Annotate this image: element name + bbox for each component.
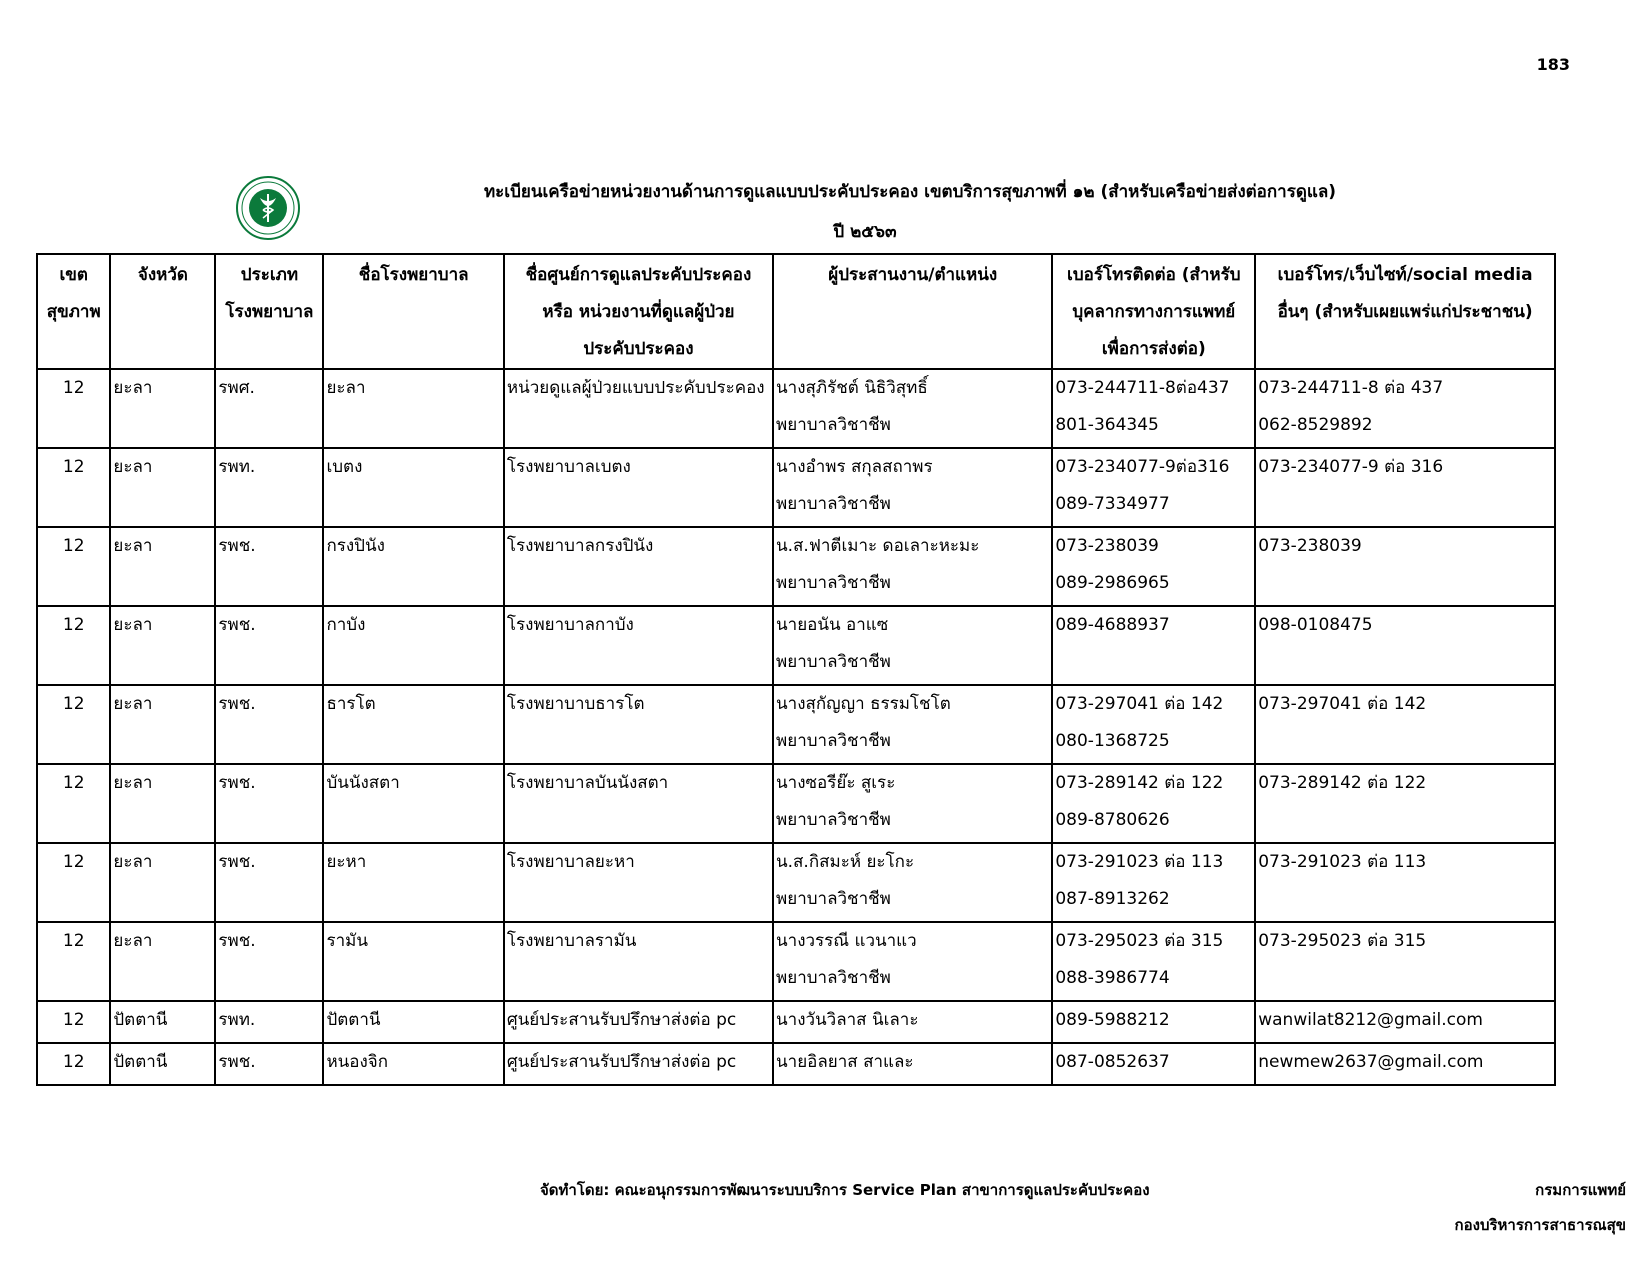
public-contact-cell	[1255, 527, 1555, 606]
province-cell: ปัตตานี	[110, 1043, 215, 1085]
column-header-line: ประเภท	[240, 265, 299, 285]
footer-prepared-by: จัดทำโดย: คณะอนุกรรมการพัฒนาระบบบริการ Service Plan สาขาการดูแลประคับประคอง	[540, 1181, 1150, 1199]
column-header-line: ชื่อโรงพยาบาล	[358, 265, 469, 285]
province-cell: ยะลา	[110, 606, 215, 685]
province-cell: ยะลา	[110, 922, 215, 1001]
public-contact-cell-line: 073-291023 ต่อ 113	[1258, 852, 1427, 872]
table-row	[37, 764, 1555, 843]
hospital-type-cell: รพศ.	[215, 369, 323, 448]
column-header-line: เบอร์โทรติดต่อ (สำหรับ	[1067, 265, 1241, 285]
public-contact-cell-line: 062-8529892	[1258, 415, 1373, 435]
care-center-cell: โรงพยาบาลรามัน	[504, 922, 773, 1001]
public-contact-cell-line: 073-297041 ต่อ 142	[1258, 694, 1427, 714]
referral-phone-cell	[1052, 527, 1255, 606]
public-contact-cell	[1255, 1001, 1555, 1043]
footer-department: กรมการแพทย์	[1535, 1181, 1626, 1199]
hospital-name-cell: ยะลา	[323, 369, 503, 448]
coordinator-cell	[773, 764, 1052, 843]
coordinator-cell-line: น.ส.กิสมะห์ ยะโกะ	[776, 852, 915, 872]
hospital-name-cell: ธารโต	[323, 685, 503, 764]
column-header-line: โรงพยาบาล	[225, 302, 314, 322]
referral-phone-cell-line: 073-289142 ต่อ 122	[1055, 773, 1224, 793]
referral-phone-cell	[1052, 764, 1255, 843]
document-title: ทะเบียนเครือข่ายหน่วยงานด้านการดูแลแบบประคับประคอง เขตบริการสุขภาพที่ ๑๒ (สำหรับเครือข่ายส่งต่อการดูแล)	[483, 182, 1337, 202]
column-header-line: เบอร์โทร/เว็บไซท์/social media	[1277, 265, 1533, 285]
public-contact-cell-line: 073-238039	[1258, 536, 1362, 556]
referral-phone-cell-line: 073-244711-8ต่อ437	[1055, 378, 1230, 398]
table-row	[37, 369, 1555, 448]
column-header	[1255, 254, 1555, 369]
public-contact-cell-line: 073-289142 ต่อ 122	[1258, 773, 1427, 793]
zone-cell: 12	[37, 685, 110, 764]
coordinator-cell-line: พยาบาลวิชาชีพ	[776, 889, 891, 909]
referral-phone-cell	[1052, 685, 1255, 764]
public-contact-cell-line: newmew2637@gmail.com	[1258, 1052, 1484, 1072]
coordinator-cell-line: พยาบาลวิชาชีพ	[776, 652, 891, 672]
zone-cell: 12	[37, 448, 110, 527]
referral-phone-cell-line: 801-364345	[1055, 415, 1159, 435]
province-cell: ยะลา	[110, 369, 215, 448]
coordinator-cell-line: นายอิลยาส สาและ	[776, 1052, 914, 1072]
referral-phone-cell-line: 089-5988212	[1055, 1010, 1170, 1030]
column-header	[37, 254, 110, 369]
zone-cell: 12	[37, 764, 110, 843]
coordinator-cell	[773, 1043, 1052, 1085]
referral-phone-cell-line: 073-238039	[1055, 536, 1159, 556]
hospital-type-cell: รพช.	[215, 685, 323, 764]
table-row	[37, 606, 1555, 685]
coordinator-cell-line: น.ส.ฟาตีเมาะ ดอเลาะหะมะ	[776, 536, 980, 556]
coordinator-cell	[773, 606, 1052, 685]
column-header	[773, 254, 1052, 369]
coordinator-cell-line: นางวันวิลาส นิเลาะ	[776, 1010, 919, 1030]
page-number: 183	[1536, 55, 1570, 74]
registry-table	[36, 253, 1556, 1086]
column-header-line: ชื่อศูนย์การดูแลประคับประคอง	[525, 265, 752, 285]
coordinator-cell	[773, 843, 1052, 922]
coordinator-cell-line: นางสุภิรัชต์ นิธิวิสุทธิ์	[776, 378, 928, 398]
public-contact-cell	[1255, 685, 1555, 764]
hospital-name-cell: กรงปินัง	[323, 527, 503, 606]
province-cell: ยะลา	[110, 764, 215, 843]
referral-phone-cell-line: 087-8913262	[1055, 889, 1170, 909]
hospital-name-cell: บันนังสตา	[323, 764, 503, 843]
referral-phone-cell	[1052, 1043, 1255, 1085]
table-row	[37, 448, 1555, 527]
public-contact-cell	[1255, 369, 1555, 448]
column-header-line: เพื่อการส่งต่อ)	[1101, 339, 1206, 359]
coordinator-cell-line: พยาบาลวิชาชีพ	[776, 810, 891, 830]
referral-phone-cell-line: 089-8780626	[1055, 810, 1170, 830]
table-header-row	[37, 254, 1555, 369]
table-row	[37, 527, 1555, 606]
coordinator-cell-line: นายอนัน อาแซ	[776, 615, 889, 635]
hospital-type-cell: รพช.	[215, 606, 323, 685]
public-contact-cell-line: 098-0108475	[1258, 615, 1373, 635]
column-header-line: หรือ หน่วยงานที่ดูแลผู้ป่วย	[542, 302, 735, 322]
column-header-line: จังหวัด	[137, 265, 188, 285]
footer-division: กองบริหารการสาธารณสุข	[1454, 1216, 1626, 1234]
province-cell: ยะลา	[110, 685, 215, 764]
hospital-name-cell: ยะหา	[323, 843, 503, 922]
coordinator-cell	[773, 685, 1052, 764]
public-contact-cell-line: 073-244711-8 ต่อ 437	[1258, 378, 1444, 398]
referral-phone-cell-line: 089-4688937	[1055, 615, 1170, 635]
column-header	[215, 254, 323, 369]
coordinator-cell-line: นางวรรณี แวนาแว	[776, 931, 917, 951]
hospital-type-cell: รพช.	[215, 843, 323, 922]
public-contact-cell	[1255, 606, 1555, 685]
province-cell: ยะลา	[110, 448, 215, 527]
coordinator-cell	[773, 448, 1052, 527]
hospital-name-cell: หนองจิก	[323, 1043, 503, 1085]
referral-phone-cell	[1052, 922, 1255, 1001]
coordinator-cell-line: พยาบาลวิชาชีพ	[776, 494, 891, 514]
column-header-line: ผู้ประสานงาน/ตำแหน่ง	[828, 265, 998, 285]
referral-phone-cell-line: 089-7334977	[1055, 494, 1170, 514]
referral-phone-cell-line: 080-1368725	[1055, 731, 1170, 751]
referral-phone-cell-line: 087-0852637	[1055, 1052, 1170, 1072]
care-center-cell: โรงพยาบาลบันนังสตา	[504, 764, 773, 843]
table-row	[37, 922, 1555, 1001]
hospital-type-cell: รพช.	[215, 764, 323, 843]
province-cell: ปัตตานี	[110, 1001, 215, 1043]
public-contact-cell	[1255, 922, 1555, 1001]
table-row	[37, 685, 1555, 764]
hospital-type-cell: รพท.	[215, 448, 323, 527]
care-center-cell: ศูนย์ประสานรับปรึกษาส่งต่อ pc	[504, 1043, 773, 1085]
public-contact-cell	[1255, 1043, 1555, 1085]
coordinator-cell-line: พยาบาลวิชาชีพ	[776, 415, 891, 435]
care-center-cell: ศูนย์ประสานรับปรึกษาส่งต่อ pc	[504, 1001, 773, 1043]
coordinator-cell	[773, 922, 1052, 1001]
hospital-type-cell: รพช.	[215, 527, 323, 606]
hospital-type-cell: รพท.	[215, 1001, 323, 1043]
referral-phone-cell	[1052, 606, 1255, 685]
column-header	[1052, 254, 1255, 369]
coordinator-cell	[773, 1001, 1052, 1043]
care-center-cell: โรงพยาบาลเบตง	[504, 448, 773, 527]
coordinator-cell	[773, 527, 1052, 606]
care-center-cell: โรงพยาบาบธารโต	[504, 685, 773, 764]
zone-cell: 12	[37, 922, 110, 1001]
referral-phone-cell-line: 073-297041 ต่อ 142	[1055, 694, 1224, 714]
column-header	[110, 254, 215, 369]
coordinator-cell-line: พยาบาลวิชาชีพ	[776, 968, 891, 988]
coordinator-cell-line: นางสุกัญญา ธรรมโชโต	[776, 694, 951, 714]
table-row	[37, 1043, 1555, 1085]
referral-phone-cell-line: 073-291023 ต่อ 113	[1055, 852, 1224, 872]
hospital-name-cell: รามัน	[323, 922, 503, 1001]
coordinator-cell-line: นางซอรีย๊ะ สูเระ	[776, 773, 896, 793]
zone-cell: 12	[37, 1001, 110, 1043]
province-cell: ยะลา	[110, 527, 215, 606]
document-subtitle: ปี ๒๕๖๓	[833, 222, 897, 242]
column-header	[504, 254, 773, 369]
province-cell: ยะลา	[110, 843, 215, 922]
hospital-name-cell: กาบัง	[323, 606, 503, 685]
hospital-name-cell: เบตง	[323, 448, 503, 527]
column-header-line: บุคลากรทางการแพทย์	[1072, 302, 1236, 322]
public-contact-cell-line: 073-234077-9 ต่อ 316	[1258, 457, 1444, 477]
public-contact-cell	[1255, 843, 1555, 922]
column-header-line: เขต	[59, 265, 88, 285]
referral-phone-cell	[1052, 369, 1255, 448]
referral-phone-cell	[1052, 843, 1255, 922]
column-header-line: อื่นๆ (สำหรับเผยแพร่แก่ประชาชน)	[1277, 302, 1533, 322]
zone-cell: 12	[37, 843, 110, 922]
public-contact-cell-line: wanwilat8212@gmail.com	[1258, 1010, 1483, 1030]
referral-phone-cell-line: 088-3986774	[1055, 968, 1170, 988]
coordinator-cell-line: พยาบาลวิชาชีพ	[776, 731, 891, 751]
zone-cell: 12	[37, 527, 110, 606]
column-header	[323, 254, 503, 369]
zone-cell: 12	[37, 606, 110, 685]
hospital-name-cell: ปัตตานี	[323, 1001, 503, 1043]
hospital-type-cell: รพช.	[215, 922, 323, 1001]
table-row	[37, 843, 1555, 922]
public-contact-cell	[1255, 448, 1555, 527]
hospital-type-cell: รพช.	[215, 1043, 323, 1085]
public-contact-cell-line: 073-295023 ต่อ 315	[1258, 931, 1427, 951]
care-center-cell: โรงพยาบาลยะหา	[504, 843, 773, 922]
referral-phone-cell	[1052, 448, 1255, 527]
care-center-cell: โรงพยาบาลกาบัง	[504, 606, 773, 685]
coordinator-cell-line: พยาบาลวิชาชีพ	[776, 573, 891, 593]
zone-cell: 12	[37, 1043, 110, 1085]
table-row	[37, 1001, 1555, 1043]
care-center-cell: หน่วยดูแลผู้ป่วยแบบประคับประคอง	[504, 369, 773, 448]
public-contact-cell	[1255, 764, 1555, 843]
column-header-line: สุขภาพ	[46, 302, 101, 322]
referral-phone-cell	[1052, 1001, 1255, 1043]
coordinator-cell-line: นางอำพร สกุลสถาพร	[776, 457, 933, 477]
coordinator-cell	[773, 369, 1052, 448]
column-header-line: ประคับประคอง	[583, 339, 694, 359]
referral-phone-cell-line: 089-2986965	[1055, 573, 1170, 593]
zone-cell: 12	[37, 369, 110, 448]
referral-phone-cell-line: 073-234077-9ต่อ316	[1055, 457, 1230, 477]
care-center-cell: โรงพยาบาลกรงปินัง	[504, 527, 773, 606]
referral-phone-cell-line: 073-295023 ต่อ 315	[1055, 931, 1224, 951]
